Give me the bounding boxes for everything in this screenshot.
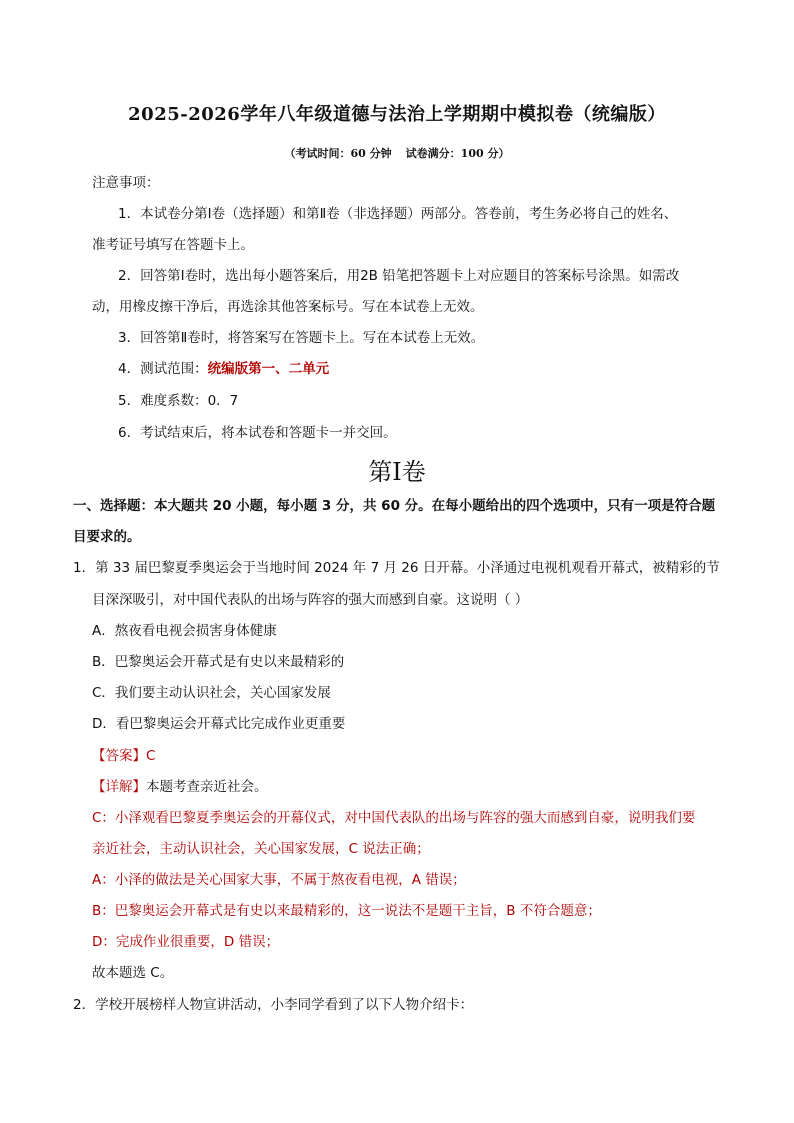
section-instruction-line-1: 一、选择题：本大题共 20 小题，每小题 3 分，共 60 分。在每小题给出的四个选项中，只有一项是符合题 [73, 498, 716, 514]
q1-analysis-c-line-1: C：小泽观看巴黎夏季奥运会的开幕仪式，对中国代表队的出场与阵容的强大而感到自豪，说明我们要 [92, 810, 696, 826]
q1-detail [92, 777, 268, 797]
q1-conclusion: 故本题选 C。 [92, 965, 174, 981]
full-score: 试卷满分：100 分） [405, 147, 510, 160]
note-5: 5．难度系数：0．7 [118, 393, 239, 409]
q1-analysis-c-line-2: 亲近社会，主动认识社会，关心国家发展，C 说法正确； [92, 841, 430, 857]
detail-label: 【详解】 [92, 779, 146, 795]
q1-option-a: A．熬夜看电视会损害身体健康 [92, 623, 277, 639]
q1-stem-line-2: 目深深吸引，对中国代表队的出场与阵容的强大而感到自豪。这说明（ ） [92, 592, 529, 608]
q2-stem: 2．学校开展榜样人物宣讲活动，小李同学看到了以下人物介绍卡： [73, 997, 474, 1013]
note-2-line-2: 动，用橡皮擦干净后，再选涂其他答案标号。写在本试卷上无效。 [92, 299, 484, 315]
note-1-line-2: 准考证号填写在答题卡上。 [92, 237, 254, 253]
q1-option-b: B．巴黎奥运会开幕式是有史以来最精彩的 [92, 654, 345, 670]
test-scope: 统编版第一、二单元 [207, 361, 330, 377]
q1-analysis-b: B：巴黎奥运会开幕式是有史以来最精彩的，这一说法不是题干主旨，B 不符合题意； [92, 903, 601, 919]
exam-info [0, 145, 794, 161]
q1-stem-line-1: 1．第 33 届巴黎夏季奥运会于当地时间 2024 年 7 月 26 日开幕。小泽通过电视机观看开幕式，被精彩的节 [73, 560, 720, 576]
q1-answer: 【答案】C [92, 748, 156, 764]
note-1-line-1: 1．本试卷分第Ⅰ卷（选择题）和第Ⅱ卷（非选择题）两部分。答卷前，考生务必将自己的姓名、 [118, 206, 678, 222]
note-4 [118, 359, 329, 379]
page-title: 2025-2026学年八年级道德与法治上学期期中模拟卷（统编版） [128, 104, 666, 125]
q1-analysis-a: A：小泽的做法是关心国家大事，不属于熬夜看电视，A 错误； [92, 872, 466, 888]
note-6: 6．考试结束后，将本试卷和答题卡一并交回。 [118, 425, 397, 441]
exam-time: （考试时间：60 分钟 [284, 147, 392, 160]
notes-heading: 注意事项： [92, 175, 160, 191]
q1-analysis-d: D：完成作业很重要，D 错误； [92, 934, 280, 950]
note-4-label: 4．测试范围： [118, 361, 208, 377]
detail-text: 本题考查亲近社会。 [146, 779, 268, 795]
section-title: 第Ⅰ卷 [368, 458, 426, 486]
section-instruction-line-2: 目要求的。 [73, 529, 141, 545]
q1-option-c: C．我们要主动认识社会，关心国家发展 [92, 685, 331, 701]
q1-option-d: D．看巴黎奥运会开幕式比完成作业更重要 [92, 716, 346, 732]
note-2-line-1: 2．回答第Ⅰ卷时，选出每小题答案后，用2B 铅笔把答题卡上对应题目的答案标号涂黑。如需改 [118, 268, 680, 284]
note-3: 3．回答第Ⅱ卷时，将答案写在答题卡上。写在本试卷上无效。 [118, 330, 485, 346]
